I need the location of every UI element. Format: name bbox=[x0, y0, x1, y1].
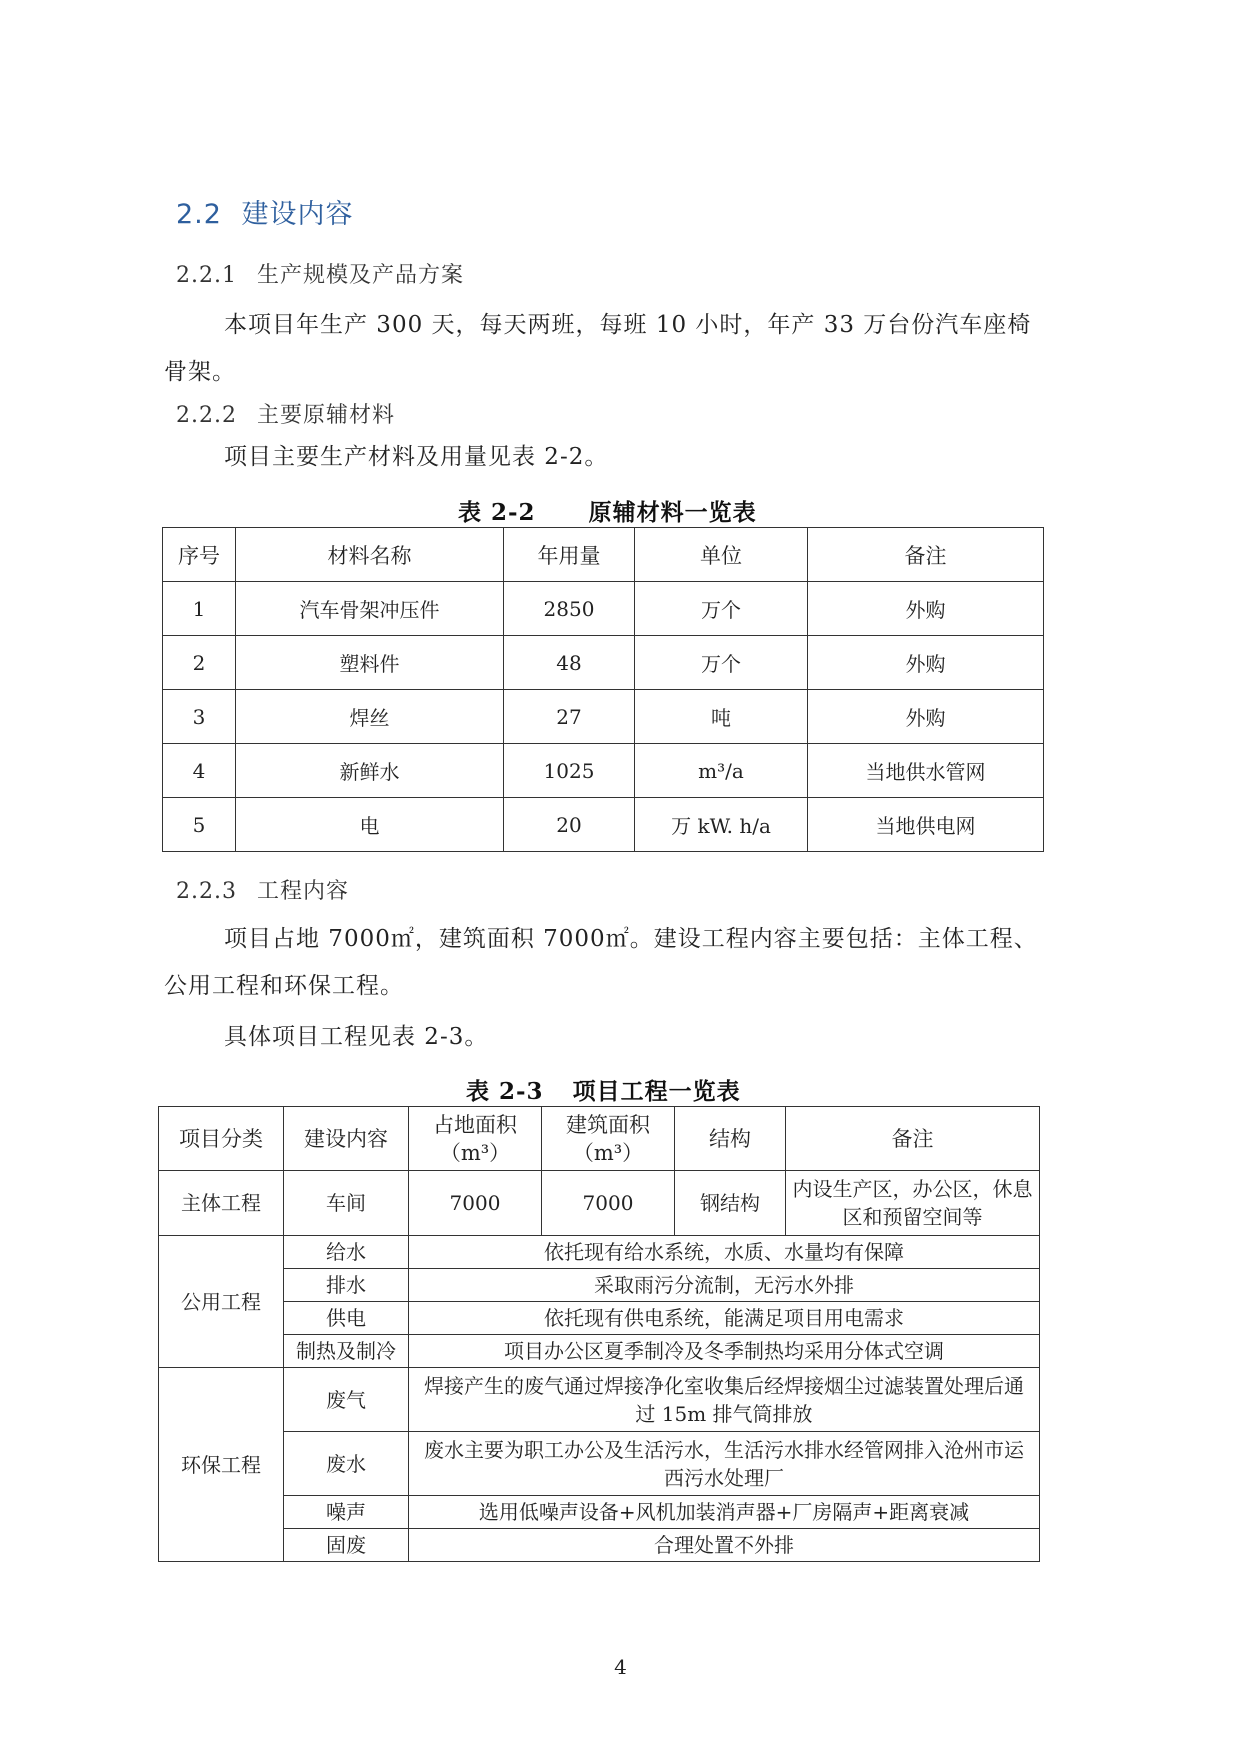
page-number: 4 bbox=[614, 1655, 627, 1679]
table-cell: 项目办公区夏季制冷及冬季制热均采用分体式空调 bbox=[409, 1335, 1040, 1368]
subsection-number: 2.2.1 bbox=[176, 263, 237, 288]
table-cell: 给水 bbox=[284, 1236, 409, 1269]
subsection-title: 生产规模及产品方案 bbox=[256, 263, 464, 288]
table-row bbox=[159, 1236, 1040, 1269]
table-cell: 内设生产区，办公区，休息区和预留空间等 bbox=[786, 1171, 1040, 1236]
table-cell: 2850 bbox=[504, 582, 635, 636]
section-title: 建设内容 bbox=[241, 199, 354, 230]
table-header-cell: 单位 bbox=[635, 528, 808, 582]
table-cell: 供电 bbox=[284, 1302, 409, 1335]
table-header-cell: 项目分类 bbox=[159, 1107, 284, 1171]
table-header-cell: 建筑面积（m³） bbox=[542, 1107, 675, 1171]
table-row bbox=[159, 1368, 1040, 1432]
subsection-title: 主要原辅材料 bbox=[256, 403, 395, 428]
table2-caption-number: 表 2-3 bbox=[466, 1078, 544, 1105]
table-cell: 5 bbox=[163, 798, 236, 852]
table-cell: 公用工程 bbox=[159, 1236, 284, 1368]
table-row bbox=[159, 1171, 1040, 1236]
table-cell: 车间 bbox=[284, 1171, 409, 1236]
table-cell: 新鲜水 bbox=[236, 744, 504, 798]
table-cell: 外购 bbox=[808, 690, 1044, 744]
subsection-heading-1 bbox=[176, 258, 464, 289]
subsection-number: 2.2.2 bbox=[176, 403, 237, 428]
table-cell: 7000 bbox=[409, 1171, 542, 1236]
table-cell: 2 bbox=[163, 636, 236, 690]
paragraph-engineering: 项目占地 7000㎡，建筑面积 7000㎡。建设工程内容主要包括：主体工程、公用工程和环保工程。 bbox=[164, 926, 1038, 999]
subsection-heading-2 bbox=[176, 398, 395, 429]
paragraph-table-ref: 具体项目工程见表 2-3。 bbox=[224, 1024, 489, 1050]
table-cell: 20 bbox=[504, 798, 635, 852]
table-header-cell: 序号 bbox=[163, 528, 236, 582]
table1-caption-number: 表 2-2 bbox=[458, 499, 536, 526]
materials-table bbox=[162, 527, 1044, 852]
table-cell: 27 bbox=[504, 690, 635, 744]
table-cell: 48 bbox=[504, 636, 635, 690]
table-cell: 1 bbox=[163, 582, 236, 636]
table-cell: 焊丝 bbox=[236, 690, 504, 744]
table-cell: 钢结构 bbox=[675, 1171, 786, 1236]
table-cell: m³/a bbox=[635, 744, 808, 798]
table-cell: 3 bbox=[163, 690, 236, 744]
table-cell: 焊接产生的废气通过焊接净化室收集后经焊接烟尘过滤装置处理后通过 15m 排气筒排放 bbox=[409, 1368, 1040, 1432]
table-row bbox=[163, 744, 1044, 798]
table-row bbox=[159, 1302, 1040, 1335]
table-cell: 选用低噪声设备+风机加装消声器+厂房隔声+距离衰减 bbox=[409, 1496, 1040, 1529]
paragraph-materials: 项目主要生产材料及用量见表 2-2。 bbox=[224, 444, 609, 470]
table-cell: 制热及制冷 bbox=[284, 1335, 409, 1368]
table-cell: 依托现有供电系统，能满足项目用电需求 bbox=[409, 1302, 1040, 1335]
table-cell: 当地供水管网 bbox=[808, 744, 1044, 798]
table1-caption bbox=[458, 494, 757, 527]
table-cell: 固废 bbox=[284, 1529, 409, 1562]
table-cell: 外购 bbox=[808, 636, 1044, 690]
table-cell: 万 kW. h/a bbox=[635, 798, 808, 852]
table-cell: 当地供电网 bbox=[808, 798, 1044, 852]
table-cell: 合理处置不外排 bbox=[409, 1529, 1040, 1562]
table-row bbox=[159, 1432, 1040, 1496]
table-cell: 噪声 bbox=[284, 1496, 409, 1529]
table-header-row bbox=[163, 528, 1044, 582]
engineering-table bbox=[158, 1106, 1040, 1562]
table-cell: 电 bbox=[236, 798, 504, 852]
table-row bbox=[159, 1335, 1040, 1368]
table1-caption-title: 原辅材料一览表 bbox=[588, 499, 757, 526]
table-header-cell: 结构 bbox=[675, 1107, 786, 1171]
table-cell: 依托现有给水系统，水质、水量均有保障 bbox=[409, 1236, 1040, 1269]
table-cell: 塑料件 bbox=[236, 636, 504, 690]
table-header-cell: 材料名称 bbox=[236, 528, 504, 582]
table-cell: 排水 bbox=[284, 1269, 409, 1302]
table-header-row bbox=[159, 1107, 1040, 1171]
table-row bbox=[163, 798, 1044, 852]
subsection-number: 2.2.3 bbox=[176, 879, 237, 904]
subsection-heading-3 bbox=[176, 874, 349, 905]
subsection-title: 工程内容 bbox=[256, 879, 349, 904]
table-cell: 采取雨污分流制，无污水外排 bbox=[409, 1269, 1040, 1302]
table-cell: 主体工程 bbox=[159, 1171, 284, 1236]
table-row bbox=[163, 690, 1044, 744]
table-row bbox=[159, 1529, 1040, 1562]
table-row bbox=[159, 1269, 1040, 1302]
table-header-cell: 备注 bbox=[786, 1107, 1040, 1171]
table-cell: 废水主要为职工办公及生活污水，生活污水排水经管网排入沧州市运西污水处理厂 bbox=[409, 1432, 1040, 1496]
table-cell: 汽车骨架冲压件 bbox=[236, 582, 504, 636]
table-cell: 废气 bbox=[284, 1368, 409, 1432]
table-header-cell: 备注 bbox=[808, 528, 1044, 582]
table2-caption-title: 项目工程一览表 bbox=[572, 1078, 741, 1105]
section-heading bbox=[176, 192, 354, 231]
table2-caption bbox=[466, 1073, 741, 1106]
table-cell: 废水 bbox=[284, 1432, 409, 1496]
table-header-cell: 建设内容 bbox=[284, 1107, 409, 1171]
paragraph-production: 本项目年生产 300 天，每天两班，每班 10 小时，年产 33 万台份汽车座椅骨架。 bbox=[164, 312, 1032, 385]
table-cell: 万个 bbox=[635, 636, 808, 690]
table-row bbox=[159, 1496, 1040, 1529]
table-cell: 吨 bbox=[635, 690, 808, 744]
table-cell: 1025 bbox=[504, 744, 635, 798]
table-header-cell: 占地面积（m³） bbox=[409, 1107, 542, 1171]
table-header-cell: 年用量 bbox=[504, 528, 635, 582]
table-row bbox=[163, 636, 1044, 690]
table-cell: 环保工程 bbox=[159, 1368, 284, 1562]
section-number: 2.2 bbox=[176, 199, 222, 230]
table-row bbox=[163, 582, 1044, 636]
table-cell: 7000 bbox=[542, 1171, 675, 1236]
table-cell: 万个 bbox=[635, 582, 808, 636]
table-cell: 4 bbox=[163, 744, 236, 798]
table-cell: 外购 bbox=[808, 582, 1044, 636]
